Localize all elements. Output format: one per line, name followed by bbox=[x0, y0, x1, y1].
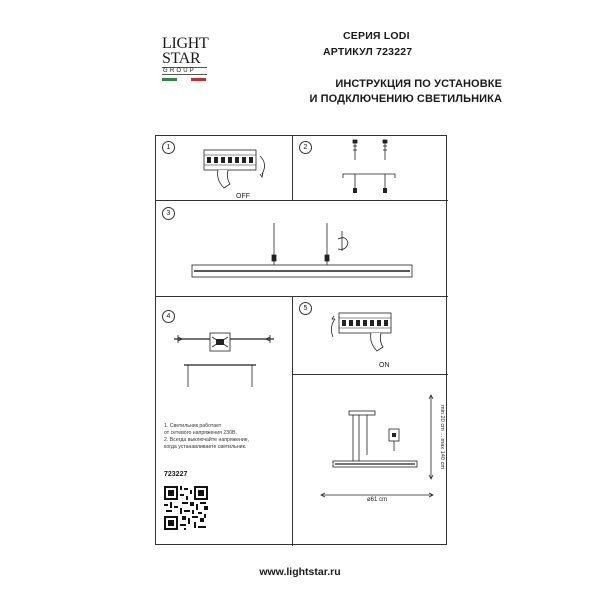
off-label: OFF bbox=[236, 193, 250, 200]
series-name: СЕРИЯ LODI bbox=[343, 30, 410, 42]
logo-line-1: LIGHT bbox=[162, 35, 209, 52]
italian-flag-stripe bbox=[162, 78, 206, 81]
note-line-4: когда устанавливаете светильник. bbox=[164, 444, 247, 450]
step-1-panel bbox=[156, 136, 293, 201]
logo-line-2: STAR bbox=[162, 50, 201, 67]
breaker-on-illustration bbox=[293, 297, 448, 375]
title-line-2: И ПОДКЛЮЧЕНИЮ СВЕТИЛЬНИКА bbox=[309, 93, 502, 105]
step-1-number: 1 bbox=[162, 141, 175, 154]
note-line-3: 2. Всегда выключайте напряжение, bbox=[164, 437, 250, 443]
brand-logo bbox=[162, 36, 210, 81]
website-url[interactable]: www.lightstar.ru bbox=[259, 566, 341, 578]
fixture-dimensions-drawing bbox=[293, 375, 448, 546]
qr-code bbox=[164, 486, 208, 530]
step-2-number: 2 bbox=[299, 141, 312, 154]
instruction-grid bbox=[155, 135, 447, 545]
step-3-panel bbox=[156, 201, 448, 297]
title-line-1: ИНСТРУКЦИЯ ПО УСТАНОВКЕ bbox=[335, 78, 502, 90]
article-number: АРТИКУЛ 723227 bbox=[323, 46, 413, 58]
breaker-off-illustration bbox=[156, 136, 293, 201]
note-line-2: от сетевого напряжения 230В. bbox=[164, 430, 237, 436]
step-5-number: 5 bbox=[299, 302, 312, 315]
step-4-panel bbox=[156, 297, 293, 546]
height-dimension-label: min 20 cm ... max 140 cm bbox=[439, 404, 445, 470]
step-5-panel bbox=[293, 297, 448, 375]
on-label: ON bbox=[379, 362, 390, 369]
wiring-connection-illustration bbox=[156, 297, 293, 387]
step-4-number: 4 bbox=[162, 310, 175, 323]
dimensions-panel bbox=[293, 375, 448, 546]
product-code: 723227 bbox=[164, 471, 188, 478]
document-title bbox=[242, 77, 502, 107]
fixture-height-adjust-illustration bbox=[156, 201, 448, 297]
ceiling-bracket-illustration bbox=[293, 136, 448, 201]
safety-notes bbox=[164, 423, 294, 451]
step-2-panel bbox=[293, 136, 448, 201]
width-dimension-label: ø61 cm bbox=[366, 497, 388, 503]
logo-line-3: GROUP bbox=[162, 67, 207, 75]
note-line-1: 1. Светильник работает bbox=[164, 423, 222, 429]
step-3-number: 3 bbox=[162, 207, 175, 220]
